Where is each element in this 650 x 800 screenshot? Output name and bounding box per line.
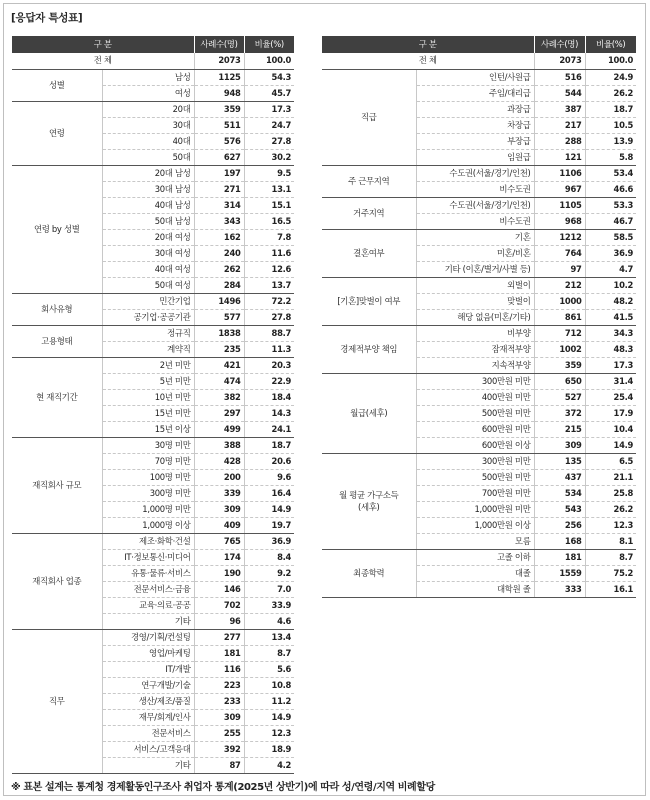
row-label: 재무/회계/인사 bbox=[102, 709, 194, 725]
row-count: 372 bbox=[534, 405, 585, 421]
row-label: 40대 여성 bbox=[102, 261, 194, 277]
row-label: 남성 bbox=[102, 69, 194, 85]
row-ratio: 12.3 bbox=[244, 725, 294, 741]
row-ratio: 10.4 bbox=[585, 421, 636, 437]
row-count: 168 bbox=[534, 533, 585, 549]
row-ratio: 9.2 bbox=[244, 565, 294, 581]
row-count: 314 bbox=[194, 197, 244, 213]
row-count: 1105 bbox=[534, 197, 585, 213]
header-count: 사례수(명) bbox=[534, 36, 585, 53]
row-label: 인턴/사원급 bbox=[416, 69, 534, 85]
row-label: 교육·의료·공공 bbox=[102, 597, 194, 613]
row-count: 1000 bbox=[534, 293, 585, 309]
row-count: 197 bbox=[194, 165, 244, 181]
group-label: 고용형태 bbox=[12, 325, 102, 357]
row-count: 277 bbox=[194, 629, 244, 645]
row-ratio: 24.9 bbox=[585, 69, 636, 85]
row-count: 359 bbox=[534, 357, 585, 373]
row-ratio: 16.5 bbox=[244, 213, 294, 229]
row-ratio: 17.3 bbox=[585, 357, 636, 373]
row-label: 500만원 미만 bbox=[416, 469, 534, 485]
row-label: 300명 미만 bbox=[102, 485, 194, 501]
row-label: 생산/제조/품질 bbox=[102, 693, 194, 709]
row-label: 차장급 bbox=[416, 117, 534, 133]
table-row bbox=[322, 165, 636, 181]
row-count: 135 bbox=[534, 453, 585, 469]
total-row bbox=[12, 53, 294, 69]
row-ratio: 46.7 bbox=[585, 213, 636, 229]
row-count: 1106 bbox=[534, 165, 585, 181]
row-label: 기타 bbox=[102, 757, 194, 773]
group-label: 직무 bbox=[12, 629, 102, 773]
row-ratio: 20.3 bbox=[244, 357, 294, 373]
row-label: 50대 bbox=[102, 149, 194, 165]
row-ratio: 7.8 bbox=[244, 229, 294, 245]
row-label: 700만원 미만 bbox=[416, 485, 534, 501]
row-count: 174 bbox=[194, 549, 244, 565]
row-count: 474 bbox=[194, 373, 244, 389]
row-ratio: 14.3 bbox=[244, 405, 294, 421]
total-ratio: 100.0 bbox=[244, 53, 294, 69]
row-count: 712 bbox=[534, 325, 585, 341]
group-label: [기혼]맞벌이 여부 bbox=[322, 277, 416, 325]
row-label: 50대 여성 bbox=[102, 277, 194, 293]
table-row bbox=[12, 293, 294, 309]
table-row bbox=[322, 549, 636, 565]
row-count: 87 bbox=[194, 757, 244, 773]
row-ratio: 13.1 bbox=[244, 181, 294, 197]
row-label: 기타 (이혼/별거/사별 등) bbox=[416, 261, 534, 277]
row-ratio: 75.2 bbox=[585, 565, 636, 581]
header-category: 구 분 bbox=[12, 36, 194, 53]
row-ratio: 15.1 bbox=[244, 197, 294, 213]
row-ratio: 27.8 bbox=[244, 133, 294, 149]
row-ratio: 14.9 bbox=[244, 501, 294, 517]
row-count: 382 bbox=[194, 389, 244, 405]
total-ratio: 100.0 bbox=[585, 53, 636, 69]
row-count: 409 bbox=[194, 517, 244, 533]
row-count: 271 bbox=[194, 181, 244, 197]
row-count: 97 bbox=[534, 261, 585, 277]
group-label: 최종학력 bbox=[322, 549, 416, 597]
table-row bbox=[12, 101, 294, 117]
row-count: 288 bbox=[534, 133, 585, 149]
row-count: 576 bbox=[194, 133, 244, 149]
row-count: 1496 bbox=[194, 293, 244, 309]
group-label: 연령 bbox=[12, 101, 102, 165]
header-category: 구 분 bbox=[322, 36, 534, 53]
row-count: 255 bbox=[194, 725, 244, 741]
row-count: 181 bbox=[534, 549, 585, 565]
row-label: IT·정보통신·미디어 bbox=[102, 549, 194, 565]
row-label: 30대 여성 bbox=[102, 245, 194, 261]
total-row bbox=[322, 53, 636, 69]
row-label: 300만원 미만 bbox=[416, 453, 534, 469]
row-ratio: 10.5 bbox=[585, 117, 636, 133]
row-count: 162 bbox=[194, 229, 244, 245]
row-count: 1838 bbox=[194, 325, 244, 341]
row-label: 15년 이상 bbox=[102, 421, 194, 437]
group-label: 재직회사 규모 bbox=[12, 437, 102, 533]
header-count: 사례수(명) bbox=[194, 36, 244, 53]
row-count: 262 bbox=[194, 261, 244, 277]
row-count: 516 bbox=[534, 69, 585, 85]
row-ratio: 33.9 bbox=[244, 597, 294, 613]
group-label: 주 근무지역 bbox=[322, 165, 416, 197]
row-label: 부장급 bbox=[416, 133, 534, 149]
row-count: 511 bbox=[194, 117, 244, 133]
row-label: 30명 미만 bbox=[102, 437, 194, 453]
row-label: 여성 bbox=[102, 85, 194, 101]
row-ratio: 34.3 bbox=[585, 325, 636, 341]
row-label: 서비스/고객응대 bbox=[102, 741, 194, 757]
table-row bbox=[12, 437, 294, 453]
row-ratio: 4.6 bbox=[244, 613, 294, 629]
row-label: 1,000명 미만 bbox=[102, 501, 194, 517]
row-ratio: 18.9 bbox=[244, 741, 294, 757]
row-ratio: 18.7 bbox=[244, 437, 294, 453]
table-row bbox=[322, 197, 636, 213]
row-count: 764 bbox=[534, 245, 585, 261]
row-ratio: 12.3 bbox=[585, 517, 636, 533]
row-count: 217 bbox=[534, 117, 585, 133]
row-count: 190 bbox=[194, 565, 244, 581]
table-row bbox=[12, 629, 294, 645]
row-ratio: 8.7 bbox=[244, 645, 294, 661]
row-label: 대졸 bbox=[416, 565, 534, 581]
row-label: 정규직 bbox=[102, 325, 194, 341]
row-count: 181 bbox=[194, 645, 244, 661]
row-count: 765 bbox=[194, 533, 244, 549]
row-label: 과장급 bbox=[416, 101, 534, 117]
row-label: 주임/대리급 bbox=[416, 85, 534, 101]
row-label: 100명 미만 bbox=[102, 469, 194, 485]
row-ratio: 48.2 bbox=[585, 293, 636, 309]
row-label: 비수도권 bbox=[416, 181, 534, 197]
row-label: 영업/마케팅 bbox=[102, 645, 194, 661]
row-label: 비부양 bbox=[416, 325, 534, 341]
row-label: 해당 없음(미혼/기타) bbox=[416, 309, 534, 325]
row-label: 400만원 미만 bbox=[416, 389, 534, 405]
total-label: 전 체 bbox=[12, 53, 194, 69]
row-ratio: 45.7 bbox=[244, 85, 294, 101]
row-label: 600만원 이상 bbox=[416, 437, 534, 453]
row-ratio: 4.2 bbox=[244, 757, 294, 773]
row-ratio: 25.4 bbox=[585, 389, 636, 405]
row-ratio: 53.4 bbox=[585, 165, 636, 181]
row-ratio: 10.8 bbox=[244, 677, 294, 693]
row-count: 96 bbox=[194, 613, 244, 629]
row-count: 223 bbox=[194, 677, 244, 693]
row-ratio: 6.5 bbox=[585, 453, 636, 469]
group-label: 회사유형 bbox=[12, 293, 102, 325]
row-ratio: 8.1 bbox=[585, 533, 636, 549]
row-count: 1212 bbox=[534, 229, 585, 245]
total-count: 2073 bbox=[534, 53, 585, 69]
table-row bbox=[12, 165, 294, 181]
group-label: 직급 bbox=[322, 69, 416, 165]
table-row bbox=[322, 453, 636, 469]
row-label: 외벌이 bbox=[416, 277, 534, 293]
row-label: 40대 bbox=[102, 133, 194, 149]
header-row bbox=[12, 36, 294, 53]
row-count: 309 bbox=[194, 501, 244, 517]
row-ratio: 88.7 bbox=[244, 325, 294, 341]
row-ratio: 12.6 bbox=[244, 261, 294, 277]
row-count: 309 bbox=[194, 709, 244, 725]
row-ratio: 5.6 bbox=[244, 661, 294, 677]
row-ratio: 53.3 bbox=[585, 197, 636, 213]
table-row bbox=[322, 325, 636, 341]
row-ratio: 4.7 bbox=[585, 261, 636, 277]
row-ratio: 21.1 bbox=[585, 469, 636, 485]
header-ratio: 비율(%) bbox=[585, 36, 636, 53]
row-count: 309 bbox=[534, 437, 585, 453]
row-label: 2년 미만 bbox=[102, 357, 194, 373]
row-label: 기혼 bbox=[416, 229, 534, 245]
row-count: 1002 bbox=[534, 341, 585, 357]
row-count: 388 bbox=[194, 437, 244, 453]
header-row bbox=[322, 36, 636, 53]
row-count: 948 bbox=[194, 85, 244, 101]
row-count: 121 bbox=[534, 149, 585, 165]
row-ratio: 11.2 bbox=[244, 693, 294, 709]
group-label: 경제적부양 책임 bbox=[322, 325, 416, 373]
page-title: [응답자 특성표] bbox=[11, 12, 83, 24]
row-ratio: 13.7 bbox=[244, 277, 294, 293]
table-row bbox=[12, 325, 294, 341]
row-ratio: 36.9 bbox=[244, 533, 294, 549]
row-count: 543 bbox=[534, 501, 585, 517]
row-label: 임원급 bbox=[416, 149, 534, 165]
row-ratio: 14.9 bbox=[244, 709, 294, 725]
row-count: 861 bbox=[534, 309, 585, 325]
row-count: 421 bbox=[194, 357, 244, 373]
row-count: 215 bbox=[534, 421, 585, 437]
row-ratio: 13.9 bbox=[585, 133, 636, 149]
group-label: 결혼여부 bbox=[322, 229, 416, 277]
row-label: 40대 남성 bbox=[102, 197, 194, 213]
row-count: 544 bbox=[534, 85, 585, 101]
row-count: 359 bbox=[194, 101, 244, 117]
row-ratio: 25.8 bbox=[585, 485, 636, 501]
respondent-table-right bbox=[322, 36, 636, 598]
row-ratio: 13.4 bbox=[244, 629, 294, 645]
row-count: 627 bbox=[194, 149, 244, 165]
row-label: 맞벌이 bbox=[416, 293, 534, 309]
row-label: 경영/기획/컨설팅 bbox=[102, 629, 194, 645]
row-count: 200 bbox=[194, 469, 244, 485]
row-ratio: 36.9 bbox=[585, 245, 636, 261]
row-label: IT/개발 bbox=[102, 661, 194, 677]
row-label: 전문서비스·금융 bbox=[102, 581, 194, 597]
row-ratio: 30.2 bbox=[244, 149, 294, 165]
table-row bbox=[12, 357, 294, 373]
table-row bbox=[322, 229, 636, 245]
row-ratio: 48.3 bbox=[585, 341, 636, 357]
row-ratio: 5.8 bbox=[585, 149, 636, 165]
row-ratio: 11.3 bbox=[244, 341, 294, 357]
row-ratio: 17.9 bbox=[585, 405, 636, 421]
row-label: 미혼/비혼 bbox=[416, 245, 534, 261]
row-ratio: 18.4 bbox=[244, 389, 294, 405]
row-label: 계약직 bbox=[102, 341, 194, 357]
table-row bbox=[12, 533, 294, 549]
row-ratio: 31.4 bbox=[585, 373, 636, 389]
row-label: 수도권(서울/경기/인천) bbox=[416, 197, 534, 213]
row-count: 297 bbox=[194, 405, 244, 421]
row-ratio: 20.6 bbox=[244, 453, 294, 469]
row-ratio: 24.7 bbox=[244, 117, 294, 133]
row-label: 비수도권 bbox=[416, 213, 534, 229]
row-count: 499 bbox=[194, 421, 244, 437]
row-ratio: 9.6 bbox=[244, 469, 294, 485]
row-ratio: 27.8 bbox=[244, 309, 294, 325]
row-ratio: 18.7 bbox=[585, 101, 636, 117]
group-label: 월 평균 가구소득 (세후) bbox=[322, 453, 416, 549]
row-label: 전문서비스 bbox=[102, 725, 194, 741]
row-ratio: 14.9 bbox=[585, 437, 636, 453]
row-count: 527 bbox=[534, 389, 585, 405]
row-count: 333 bbox=[534, 581, 585, 597]
row-ratio: 54.3 bbox=[244, 69, 294, 85]
row-count: 116 bbox=[194, 661, 244, 677]
table-row bbox=[12, 69, 294, 85]
row-label: 잠재적부양 bbox=[416, 341, 534, 357]
row-count: 437 bbox=[534, 469, 585, 485]
row-label: 20대 여성 bbox=[102, 229, 194, 245]
row-label: 10년 미만 bbox=[102, 389, 194, 405]
row-ratio: 24.1 bbox=[244, 421, 294, 437]
row-label: 15년 미만 bbox=[102, 405, 194, 421]
row-ratio: 19.7 bbox=[244, 517, 294, 533]
row-count: 343 bbox=[194, 213, 244, 229]
group-label: 현 재직기간 bbox=[12, 357, 102, 437]
row-count: 256 bbox=[534, 517, 585, 533]
row-ratio: 11.6 bbox=[244, 245, 294, 261]
group-label: 월급(세후) bbox=[322, 373, 416, 453]
row-ratio: 17.3 bbox=[244, 101, 294, 117]
row-label: 모름 bbox=[416, 533, 534, 549]
row-label: 1,000만원 이상 bbox=[416, 517, 534, 533]
row-count: 1559 bbox=[534, 565, 585, 581]
row-ratio: 16.1 bbox=[585, 581, 636, 597]
row-ratio: 41.5 bbox=[585, 309, 636, 325]
row-ratio: 22.9 bbox=[244, 373, 294, 389]
row-count: 212 bbox=[534, 277, 585, 293]
table-row bbox=[322, 373, 636, 389]
row-label: 30대 bbox=[102, 117, 194, 133]
row-ratio: 26.2 bbox=[585, 501, 636, 517]
row-ratio: 26.2 bbox=[585, 85, 636, 101]
row-label: 대학원 졸 bbox=[416, 581, 534, 597]
row-label: 지속적부양 bbox=[416, 357, 534, 373]
row-label: 20대 bbox=[102, 101, 194, 117]
respondent-table-left bbox=[12, 36, 294, 774]
row-label: 고졸 이하 bbox=[416, 549, 534, 565]
group-label: 재직회사 업종 bbox=[12, 533, 102, 629]
row-label: 30대 남성 bbox=[102, 181, 194, 197]
row-label: 민간기업 bbox=[102, 293, 194, 309]
row-count: 233 bbox=[194, 693, 244, 709]
row-label: 수도권(서울/경기/인천) bbox=[416, 165, 534, 181]
row-label: 공기업·공공기관 bbox=[102, 309, 194, 325]
group-label: 연령 by 성별 bbox=[12, 165, 102, 293]
row-ratio: 8.7 bbox=[585, 549, 636, 565]
total-count: 2073 bbox=[194, 53, 244, 69]
group-label: 성별 bbox=[12, 69, 102, 101]
row-count: 650 bbox=[534, 373, 585, 389]
row-count: 534 bbox=[534, 485, 585, 501]
row-ratio: 8.4 bbox=[244, 549, 294, 565]
row-count: 967 bbox=[534, 181, 585, 197]
row-count: 428 bbox=[194, 453, 244, 469]
row-ratio: 72.2 bbox=[244, 293, 294, 309]
row-count: 339 bbox=[194, 485, 244, 501]
row-label: 기타 bbox=[102, 613, 194, 629]
table-row bbox=[322, 277, 636, 293]
row-label: 1,000명 이상 bbox=[102, 517, 194, 533]
row-label: 300만원 미만 bbox=[416, 373, 534, 389]
row-count: 240 bbox=[194, 245, 244, 261]
row-label: 제조·화학·건설 bbox=[102, 533, 194, 549]
row-label: 70명 미만 bbox=[102, 453, 194, 469]
row-label: 5년 미만 bbox=[102, 373, 194, 389]
row-label: 50대 남성 bbox=[102, 213, 194, 229]
row-count: 235 bbox=[194, 341, 244, 357]
row-label: 연구개발/기술 bbox=[102, 677, 194, 693]
total-label: 전 체 bbox=[322, 53, 534, 69]
table-row bbox=[322, 69, 636, 85]
row-ratio: 46.6 bbox=[585, 181, 636, 197]
row-count: 387 bbox=[534, 101, 585, 117]
row-label: 유통·물류·서비스 bbox=[102, 565, 194, 581]
row-label: 500만원 미만 bbox=[416, 405, 534, 421]
row-count: 1125 bbox=[194, 69, 244, 85]
row-label: 1,000만원 미만 bbox=[416, 501, 534, 517]
row-ratio: 9.5 bbox=[244, 165, 294, 181]
header-ratio: 비율(%) bbox=[244, 36, 294, 53]
footnote: ※ 표본 설계는 통계청 경제활동인구조사 취업자 통계(2025년 상반기)에 따라 성/연령/지역 비례할당 bbox=[11, 782, 435, 793]
row-count: 577 bbox=[194, 309, 244, 325]
row-label: 20대 남성 bbox=[102, 165, 194, 181]
row-ratio: 10.2 bbox=[585, 277, 636, 293]
row-ratio: 58.5 bbox=[585, 229, 636, 245]
row-ratio: 7.0 bbox=[244, 581, 294, 597]
row-count: 146 bbox=[194, 581, 244, 597]
row-count: 392 bbox=[194, 741, 244, 757]
row-count: 284 bbox=[194, 277, 244, 293]
group-label: 거주지역 bbox=[322, 197, 416, 229]
row-count: 968 bbox=[534, 213, 585, 229]
row-label: 600만원 미만 bbox=[416, 421, 534, 437]
row-count: 702 bbox=[194, 597, 244, 613]
row-ratio: 16.4 bbox=[244, 485, 294, 501]
